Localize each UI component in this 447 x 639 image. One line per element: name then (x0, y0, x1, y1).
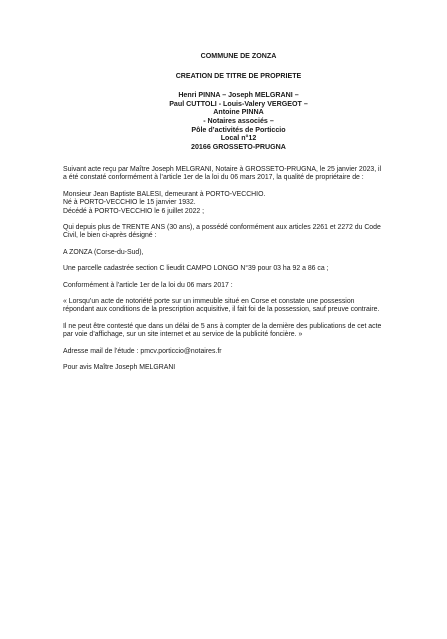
owner-line-1: Monsieur Jean Baptiste BALESI, demeurant à PORTO-VECCHIO. (63, 190, 266, 198)
parcel-paragraph: Une parcelle cadastrée section C lieudit CAMPO LONGO N°39 pour 03 ha 92 a 86 ca ; (63, 265, 329, 273)
document-header (90, 52, 387, 151)
creation-title: CREATION DE TITRE DE PROPRIETE (175, 71, 302, 80)
signature-paragraph: Pour avis Maître Joseph MELGRANI (63, 364, 176, 372)
office-local: Local n°12 (220, 134, 257, 143)
notaries-line-2: Paul CUTTOLI - Louis-Valery VERGEOT – (169, 99, 308, 108)
notary-office-block (90, 91, 387, 151)
location-paragraph: A ZONZA (Corse-du-Sud), (63, 248, 144, 256)
office-pole: Pôle d’activités de Porticcio (191, 125, 286, 134)
notaries-line-3: Antoine PINNA (213, 108, 264, 117)
conformity-paragraph: Conformément à l’article 1er de la loi du 06 mars 2017 : (63, 281, 233, 289)
possession-paragraph: Qui depuis plus de TRENTE ANS (30 ans), a possédé conformément aux articles 2261 et 2272 du Code Civil, le bien ci-après désigné : (63, 224, 381, 240)
quote-paragraph-1: « Lorsqu’un acte de notoriété porte sur un immeuble situé en Corse et constate une possession répondant aux conditions de la prescription acquisitive, il fait foi de la possession, sauf preuve contraire. (63, 298, 380, 314)
intro-paragraph: Suivant acte reçu par Maître Joseph MELGRANI, Notaire à GROSSETO-PRUGNA, le 25 janvier 2023, il a été constaté conformément à l’article 1er de la loi du 06 mars 2017, la qualité de propriétaire de : (63, 166, 382, 182)
notaries-line-4: - Notaires associés – (203, 116, 274, 125)
email-paragraph: Adresse mail de l’étude : pmcv.porticcio@notaires.fr (63, 347, 222, 355)
notaries-line-1: Henri PINNA – Joseph MELGRANI – (178, 91, 299, 100)
document-body (63, 166, 385, 373)
owner-block (63, 191, 385, 216)
commune-title: COMMUNE DE ZONZA (200, 52, 277, 60)
quote-paragraph-2: Il ne peut être contesté que dans un délai de 5 ans à compter de la dernière des publications de cet acte par voie d’affichage, sur un site internet et au service de la publicité foncière. » (63, 322, 382, 339)
owner-line-3: Décédé à PORTO-VECCHIO le 6 juillet 2022 ; (63, 207, 205, 215)
office-city: 20166 GROSSETO-PRUGNA (191, 142, 286, 151)
owner-line-2: Né à PORTO-VECCHIO le 15 janvier 1932. (63, 199, 196, 207)
